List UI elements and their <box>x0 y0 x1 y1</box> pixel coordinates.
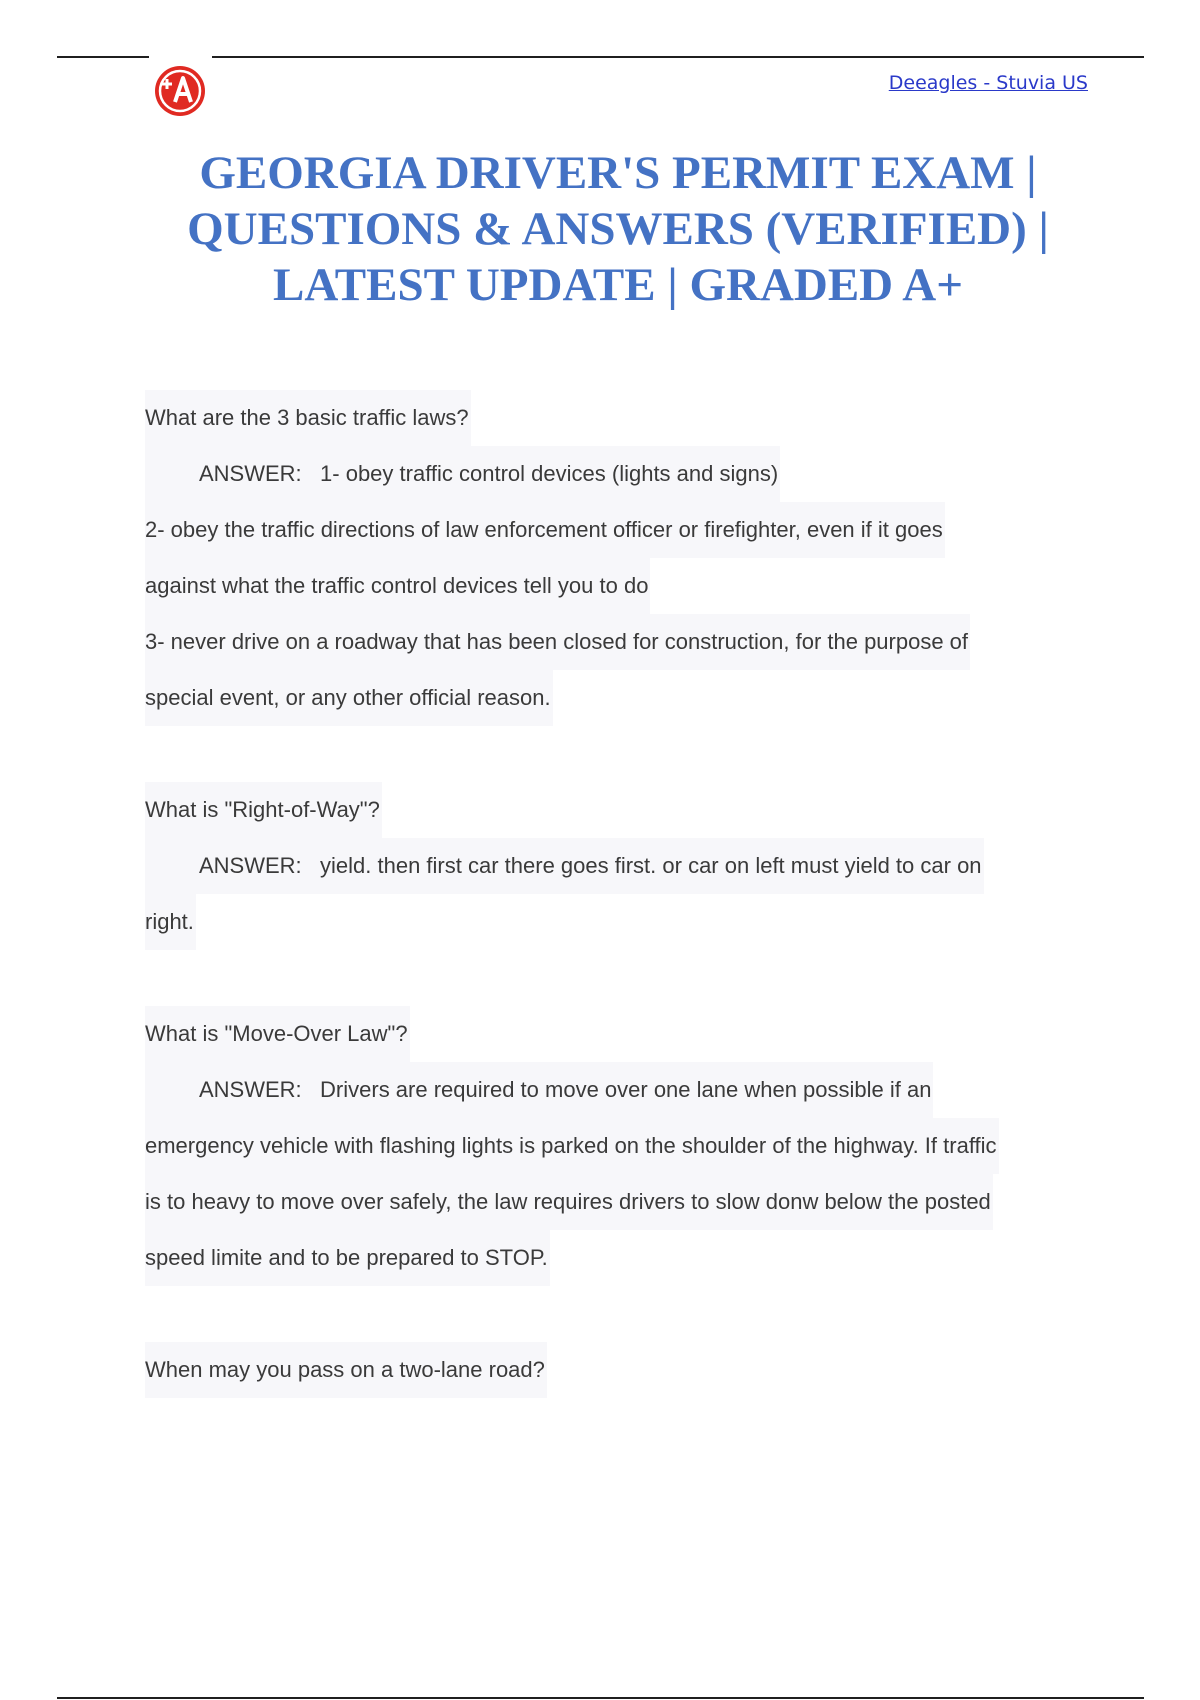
author-store-link[interactable]: Deeagles - Stuvia US <box>888 72 1088 94</box>
answer-text: 1- obey traffic control devices (lights and signs) <box>320 461 779 486</box>
answer-label: ANSWER: <box>199 853 302 878</box>
answer-text: yield. then first car there goes first. or car on left must yield to car on <box>320 853 982 878</box>
question-text: What is "Right-of-Way"? <box>145 782 382 838</box>
question-text: What is "Move-Over Law"? <box>145 1006 410 1062</box>
answer-line <box>145 446 780 502</box>
answer-line <box>145 1062 933 1118</box>
answer-text: 3- never drive on a roadway that has been closed for construction, for the purpose of <box>145 614 970 670</box>
answer-text: 2- obey the traffic directions of law enforcement officer or firefighter, even if it goes <box>145 502 945 558</box>
spacer <box>145 726 1095 782</box>
question-text: When may you pass on a two-lane road? <box>145 1342 547 1398</box>
title-line: LATEST UPDATE | GRADED A+ <box>272 259 964 311</box>
answer-text: Drivers are required to move over one lane when possible if an <box>320 1077 932 1102</box>
answer-label: ANSWER: <box>199 461 302 486</box>
title-line: GEORGIA DRIVER'S PERMIT EXAM | <box>199 147 1037 199</box>
footer-rule <box>57 1697 1144 1699</box>
question-text: What are the 3 basic traffic laws? <box>145 390 471 446</box>
answer-text: against what the traffic control devices tell you to do <box>145 558 650 614</box>
document-title <box>150 145 1086 313</box>
header-rule-left <box>57 56 149 58</box>
spacer <box>145 950 1095 1006</box>
header-rule-right <box>212 56 1144 58</box>
answer-line <box>145 838 984 894</box>
answer-text: is to heavy to move over safely, the law requires drivers to slow donw below the posted <box>145 1174 993 1230</box>
answer-text: emergency vehicle with flashing lights is parked on the shoulder of the highway. If traffic <box>145 1118 999 1174</box>
answer-text: right. <box>145 894 196 950</box>
grade-a-plus-logo-icon <box>153 64 207 118</box>
qa-content <box>145 390 1095 1398</box>
answer-text: speed limite and to be prepared to STOP. <box>145 1230 550 1286</box>
spacer <box>145 1286 1095 1342</box>
title-line: QUESTIONS & ANSWERS (VERIFIED) | <box>187 203 1049 255</box>
answer-text: special event, or any other official reason. <box>145 670 553 726</box>
answer-label: ANSWER: <box>199 1077 302 1102</box>
